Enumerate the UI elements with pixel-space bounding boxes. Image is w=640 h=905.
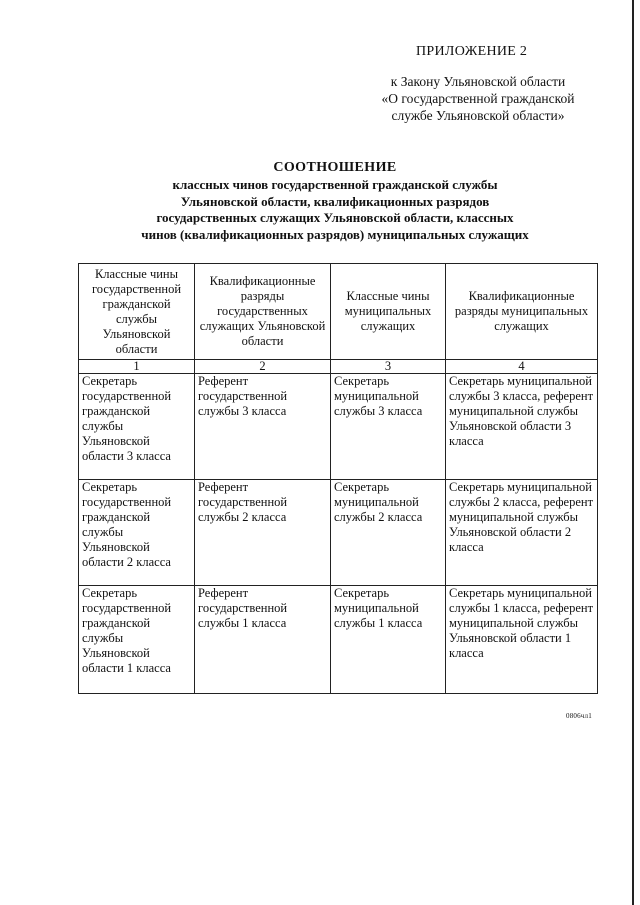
document-subtitle [110, 177, 560, 243]
document-title: СООТНОШЕНИЕ [273, 160, 397, 175]
table-cell: Секретарь муниципальной службы 1 класса [331, 586, 446, 694]
table-cell: Секретарь государственной гражданской службы Ульяновской области 2 класса [79, 480, 195, 586]
law-reference-line: к Закону Ульяновской области [390, 74, 566, 89]
appendix-label: ПРИЛОЖЕНИЕ 2 [416, 44, 528, 59]
subtitle-line: классных чинов государственной гражданской службы [172, 177, 498, 192]
subtitle-line: чинов (квалификационных разрядов) муниципальных служащих [141, 226, 529, 242]
table-cell: Секретарь муниципальной службы 3 класса, референт муниципальной службы Ульяновской области 3 класса [446, 374, 598, 480]
column-number: 2 [195, 360, 331, 374]
correspondence-table [78, 263, 598, 694]
table-cell: Секретарь муниципальной службы 2 класса [331, 480, 446, 586]
column-number: 1 [79, 360, 195, 374]
table-cell: Секретарь муниципальной службы 3 класса [331, 374, 446, 480]
table-cell: Секретарь муниципальной службы 2 класса, референт муниципальной службы Ульяновской области 2 класса [446, 480, 598, 586]
table-cell: Секретарь государственной гражданской службы Ульяновской области 3 класса [79, 374, 195, 480]
table-row [79, 374, 598, 480]
law-reference [358, 73, 598, 124]
column-number: 3 [331, 360, 446, 374]
scan-edge-line [632, 0, 634, 905]
column-header: Квалификационные разряды государственных служащих Ульяновской области [195, 264, 331, 360]
document-code: 0806чл1 [566, 712, 592, 720]
column-number-row [79, 360, 598, 374]
column-header: Квалификационные разряды муниципальных служащих [446, 264, 598, 360]
subtitle-line: Ульяновской области, квалификационных разрядов [180, 193, 490, 209]
column-header: Классные чины муниципальных служащих [331, 264, 446, 360]
table-header-row [79, 264, 598, 360]
table-row [79, 480, 598, 586]
table-cell: Референт государственной службы 2 класса [195, 480, 331, 586]
table-cell: Секретарь муниципальной службы 1 класса, референт муниципальной службы Ульяновской области 1 класса [446, 586, 598, 694]
table-row [79, 586, 598, 694]
table-cell: Секретарь государственной гражданской службы Ульяновской области 1 класса [79, 586, 195, 694]
subtitle-line: государственных служащих Ульяновской области, классных [156, 210, 514, 225]
law-reference-line: «О государственной гражданской [381, 91, 575, 106]
column-header: Классные чины государственной гражданской службы Ульяновской области [79, 264, 195, 360]
table-cell: Референт государственной службы 3 класса [195, 374, 331, 480]
table-cell: Референт государственной службы 1 класса [195, 586, 331, 694]
law-reference-line: службе Ульяновской области» [391, 108, 565, 123]
column-number: 4 [446, 360, 598, 374]
